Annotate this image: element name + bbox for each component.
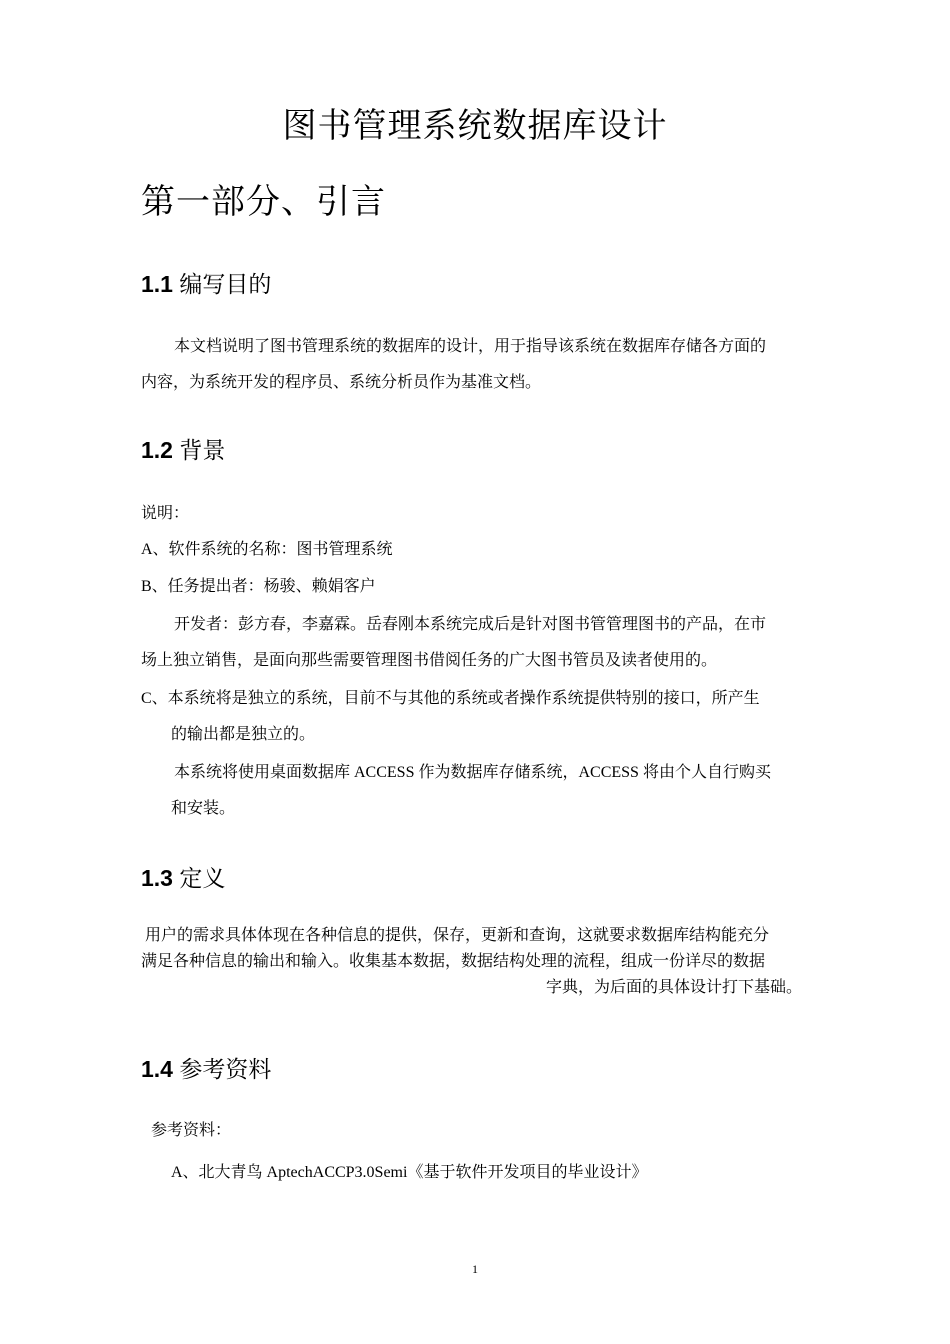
section-title: 参考资料 [179,1056,272,1082]
paragraph-line: A、软件系统的名称：图书管理系统 [141,541,393,558]
paragraph-line: 本系统将使用桌面数据库 ACCESS 作为数据库存储系统，ACCESS 将由个人自行购买 [174,764,771,781]
paragraph-line: 字典，为后面的具体设计打下基础。 [545,979,802,996]
paragraph-line: 和安装。 [171,800,236,817]
section-number: 1.1 [141,271,173,297]
section-heading-1-3 [141,860,225,893]
paragraph-line: 参考资料： [151,1122,232,1139]
section-number: 1.2 [141,437,173,463]
paragraph-line: B、任务提出者：杨骏、赖娟客户 [141,578,376,595]
paragraph-line: 本文档说明了图书管理系统的数据库的设计，用于指导该系统在数据库存储各方面的 [174,338,767,355]
page-number: 1 [472,1262,478,1276]
paragraph-line: 用户的需求具体体现在各种信息的提供，保存，更新和查询，这就要求数据库结构能充分 [145,927,770,944]
paragraph-line: 满足各种信息的输出和输入。收集基本数据，数据结构处理的流程，组成一份详尽的数据 [141,953,766,970]
document-title: 图书管理系统数据库设计 [282,108,668,145]
paragraph-line: 场上独立销售，是面向那些需要管理图书借阅任务的广大图书管员及读者使用的。 [141,652,718,669]
section-title: 定义 [179,865,226,891]
paragraph-line: 的输出都是独立的。 [171,726,316,743]
paragraph-line: C、本系统将是独立的系统，目前不与其他的系统或者操作系统提供特别的接口，所产生 [141,690,760,707]
part-heading: 第一部分、引言 [141,184,386,221]
section-number: 1.3 [141,865,173,891]
section-title: 背景 [179,437,226,463]
paragraph-line: 说明： [141,505,190,522]
section-heading-1-1 [141,266,271,299]
section-number: 1.4 [141,1056,173,1082]
paragraph-line: 内容，为系统开发的程序员、系统分析员作为基准文档。 [141,374,542,391]
section-heading-1-4 [141,1051,271,1084]
section-heading-1-2 [141,432,225,465]
paragraph-line: 开发者：彭方春，李嘉霖。岳春刚本系统完成后是针对图书管管理图书的产品，在市 [174,616,767,633]
section-title: 编写目的 [179,271,272,297]
paragraph-line: A、北大青鸟 AptechACCP3.0Semi《基于软件开发项目的毕业设计》 [171,1164,648,1181]
